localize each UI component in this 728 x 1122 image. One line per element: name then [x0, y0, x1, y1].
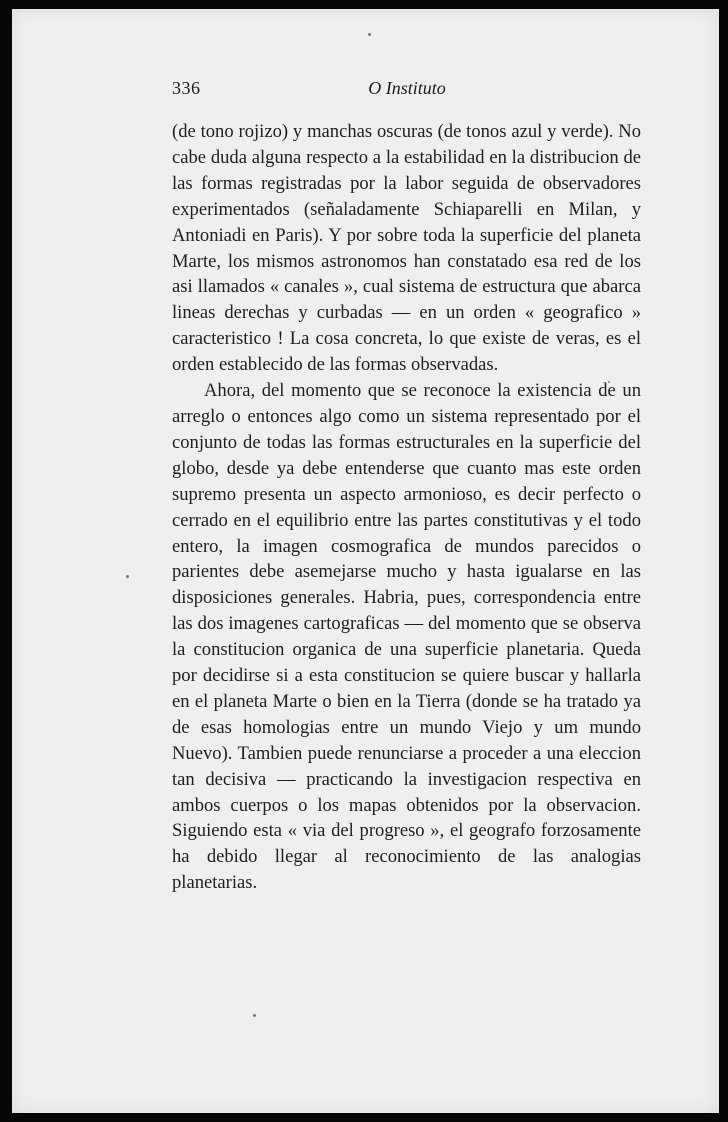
paragraph-ahora: Ahora, del momento que se reconoce la existencia de un arreglo o entonces algo como un sistema representado por el conjunto de todas las formas estructurales en la superficie del globo, desde ya debe entenderse que cuanto mas este orden supremo presenta un aspecto armonioso, es decir perfecto o cerrado en el equilibrio entre las partes constitutivas y el todo entero, la imagen cosmografica de mundos parecidos o parientes debe asemejarse mucho y hasta igualarse en las disposiciones generales. Habria, pues, correspondencia entre las dos imagenes cartograficas — del momento que se observa la constitucion organica de una superficie planetaria. Queda por decidirse si a esta constitucion se quiere buscar y hallarla en el planeta Marte o bien en la Tierra (donde se ha tratado ya de esas homologias entre un mundo Viejo y um mundo Nuevo). Tambien puede renunciarse a proceder a una eleccion tan decisiva — practicando la investigacion respectiva en ambos cuerpos o los mapas obtenidos por la observacion. Siguiendo esta « via del progreso », el geografo forzosamente ha debido llegar al reconocimiento de las analogias planetarias. [172, 380, 641, 894]
paper-speck [126, 575, 129, 578]
paper-speck [253, 1014, 256, 1017]
paragraph-continued: (de tono rojizo) y manchas oscuras (de tonos azul y verde). No cabe duda alguna respecto a la estabilidad en la distribucion de las formas registradas por la labor seguida de observadores experimentados (señaladamente Schiaparelli en Milan, y Antoniadi en Paris). Y por sobre toda la superficie del planeta Marte, los mismos astronomos han constatado esa red de los asi llamados « canales », cual sistema de estructura que abarca lineas derechas y curbadas — en un orden « geografico » caracteristico ! La cosa concreta, lo que existe de veras, es el orden establecido de las formas observadas. [172, 121, 641, 376]
body-text [172, 119, 641, 896]
paper-speck [368, 33, 371, 36]
page-number: 336 [172, 78, 201, 98]
page-header [172, 78, 642, 104]
running-title: O Instituto [368, 78, 446, 98]
